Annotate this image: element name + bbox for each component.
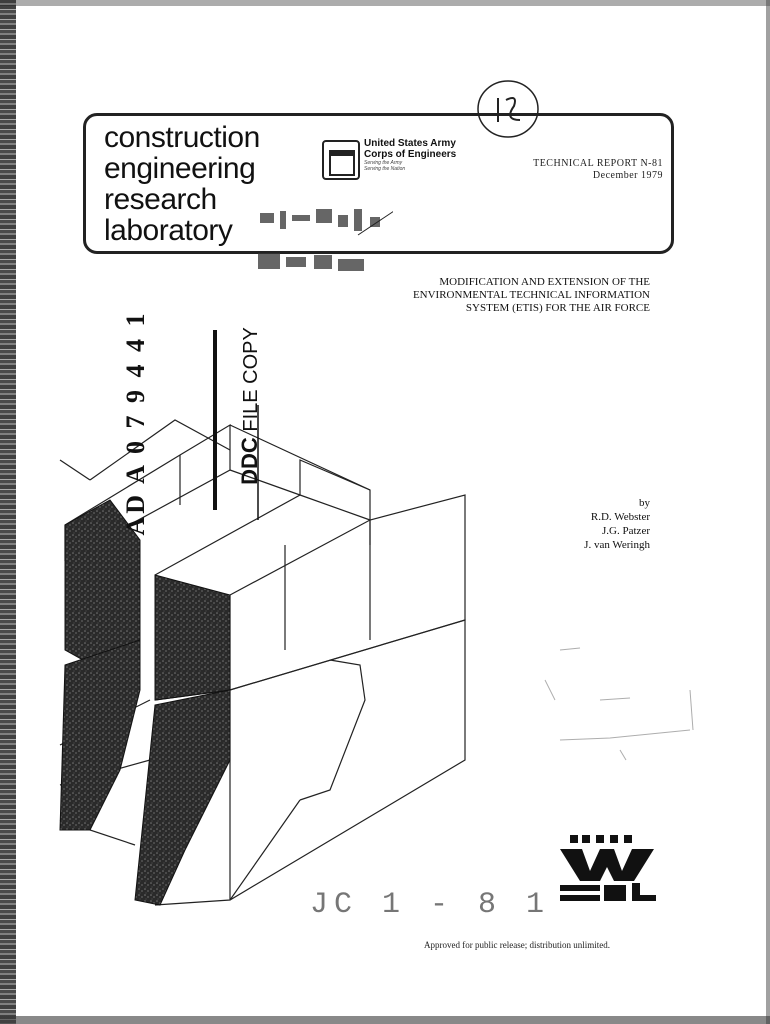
accession-number-text: AD A 0 7 9 4 4 1 — [121, 310, 150, 536]
authors-by: by — [639, 497, 650, 509]
lab-name-line: construction — [104, 121, 260, 154]
report-date: December 1979 — [592, 170, 663, 181]
agency-line-2: Corps of Engineers — [364, 149, 457, 160]
lab-name-line: laboratory — [104, 214, 233, 247]
ddc-label: DDC — [237, 436, 262, 485]
report-number: TECHNICAL REPORT N-81 — [533, 158, 663, 169]
approval-note: Approved for public release; distribution unlimited. — [424, 940, 610, 950]
report-title-line: SYSTEM (ETIS) FOR THE AIR FORCE — [465, 302, 650, 314]
report-title-line: MODIFICATION AND EXTENSION OF THE — [439, 276, 650, 288]
author-name: R.D. Webster — [590, 511, 650, 523]
agency-motto-line: Serving the Nation — [364, 166, 406, 172]
agency-line-1: United States Army — [364, 138, 456, 149]
lab-name-line: research — [104, 183, 217, 216]
author-name: J.G. Patzer — [602, 525, 650, 537]
lab-name-line: engineering — [104, 152, 256, 185]
cerl-logo-icon — [560, 835, 660, 915]
file-copy-label: FILE COPY — [240, 326, 262, 432]
report-title-line: ENVIRONMENTAL TECHNICAL INFORMATION — [412, 289, 650, 301]
author-name: J. van Weringh — [584, 539, 650, 551]
agency-motto-line: Serving the Army — [364, 160, 403, 166]
date-stamp: JC 1 - 8 1 — [310, 888, 551, 922]
